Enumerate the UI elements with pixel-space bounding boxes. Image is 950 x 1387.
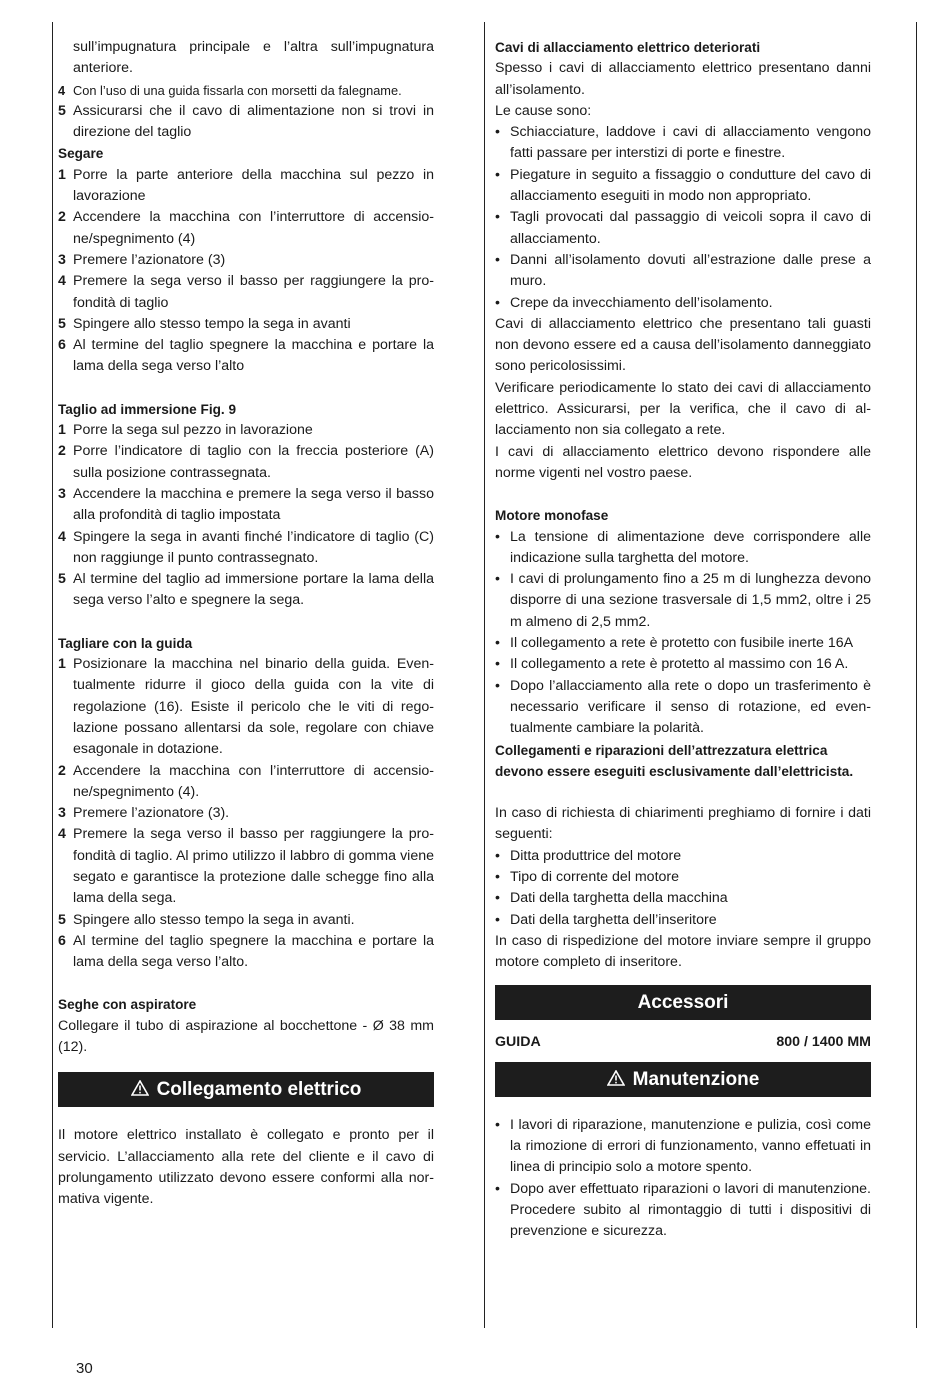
list-item: 3 Premere l’azionatore (3) [58,251,226,268]
chiarimenti-intro: In caso di richiesta di chiarimenti preghiamo di fornire i dati seguenti: [495,805,871,843]
rispedizione-text: In caso di rispedizione del motore inviare sempre il gruppo motore completo di inseritore. [495,932,871,971]
warning-triangle-icon [131,1079,149,1100]
cause-label: Le cause sono: [495,102,592,119]
aspiratore-text: Collegare il tubo di aspirazione al bocchettone - Ø 38 mm (12). [58,1017,434,1056]
section-heading-immersione: Taglio ad immersione Fig. 9 [58,401,237,417]
section-heading-motore: Motore monofase [495,508,609,524]
list-item: • Schiacciature, laddove i cavi di allacciamento vengono fatti passare per interstizi di porte e finestre. [495,124,871,162]
list-item: 6 Al termine del taglio spegnere la macchina e portare la lama della sega verso l’alto [58,337,434,375]
guida-label: GUIDA [495,1034,541,1051]
cavi-intro: Spesso i cavi di allacciamento elettrico presentano danni all’isolamento. [495,60,871,98]
list-item: • Crepe da invecchiamento dell’isolamento. [495,294,773,311]
list-item: 4 Spingere la sega in avanti finché l’indicatore di taglio (C) non raggiunge il punto contrassegnato. [58,528,434,566]
list-item: 2 Accendere la macchina con l’interruttore di accensione/spegnimento (4). [58,762,434,800]
guida-accessory-row [495,1032,871,1053]
list-item: 6 Al termine del taglio spegnere la macchina e portare la lama della sega verso l’alto. [58,932,434,971]
list-item: 4 Con l’uso di una guida fissarla con morsetti da falegname. [58,82,402,98]
list-item: • Dati della targhetta dell’inseritore [495,911,717,928]
cavi-paragraph: Cavi di allacciamento elettrico che presentano tali guasti non devono essere ed a causa dell’isolamento danneggiato sono pericolosissimi. [495,315,871,375]
list-item: 2 Porre l’indicatore di taglio con la freccia posteriore (A) sulla posizione contrassegnata. [58,443,434,481]
elettricista-note: Collegamenti e riparazioni dell’attrezzatura elettrica devono essere eseguiti esclusivamente dall’elettricista. [495,742,854,779]
list-item: • La tensione di alimentazione deve corrispondere alle indicazione sulla targhetta del motore. [495,528,871,566]
left-column [58,37,434,1211]
immersione-steps [58,420,434,612]
list-item: • I lavori di riparazione, manutenzione e pulizia, così come la rimozione di errori di funzionamento, vanno effetuati in linea di principio solo a motore spento. [495,1116,871,1176]
list-item: • Dopo aver effettuato riparazioni o lavori di manutenzione. Procedere subito al rimontaggio di tutti i dispositivi di prevenzione e sicurezza. [495,1180,871,1240]
list-item: 1 Porre la parte anteriore della macchina sul pezzo in lavorazione [58,166,434,205]
cavi-paragraph: I cavi di allacciamento elettrico devono rispondere alle norme vigenti nel vostro paese. [495,443,871,481]
collegamento-text: Il motore elettrico installato è collegato e pronto per il servicio. L’allacciamento alla rete del cliente e il cavo di prolungamento utilizzato devono essere conformi alla normativa vigente. [58,1127,434,1208]
cause-list [495,122,871,314]
list-item: • Danni all’isolamento dovuti all’estrazione dalle prese a muro. [495,251,871,290]
list-item: 5 Al termine del taglio ad immersione portare la lama della sega verso l’alto e spegnere la sega. [58,571,434,609]
collegamento-elettrico-banner: Collegamento elettrico [58,1072,434,1107]
right-margin-rule [916,22,917,1328]
list-item: 3 Accendere la macchina e premere la sega verso il basso alla profondità di taglio impostata [58,485,434,524]
list-item: • Il collegamento a rete è protetto con fusibile inerte 16A [495,635,854,652]
list-item: 4 Premere la sega verso il basso per raggiungere la profondità di taglio. Al primo utilizzo il labbro di gomma viene segato e garantisce la protezione dalle schegge fino alla lama della sega. [58,826,434,907]
guida-steps [58,654,434,973]
list-item: 1 Posizionare la macchina nel binario della guida. Eventualmente ridurre il gioco della guida con la vite di regolazione (16). Esiste il pericolo che le viti di regolazione possano allentarsi da sole, regolare con chiave esagonale in dotazione. [58,656,434,758]
list-item: • Tagli provocati dal passaggio di veicoli sopra il cavo di allacciamento. [495,209,871,247]
chiarimenti-list [495,846,871,931]
list-item: 4 Premere la sega verso il basso per raggiungere la profondità di taglio [58,273,434,311]
section-heading-aspiratore: Seghe con aspiratore [58,997,197,1013]
list-item: • Dati della targhetta della macchina [495,890,728,907]
list-item: • Il collegamento a rete è protetto al massimo con 16 A. [495,656,849,673]
list-item: 2 Accendere la macchina con l’interruttore di accensione/spegnimento (4) [58,209,434,247]
cavi-paragraph: Verificare periodicamente lo stato dei cavi di allacciamento elettrico. Assicurarsi, per la verifica, che il cavo di allacciamento non sia collegato a rete. [495,379,871,439]
motore-list [495,527,871,740]
right-column [495,37,871,1243]
list-item: • Piegature in seguito a fissaggio o condutture del cavo di allacciamento eseguiti in modo non appropriato. [495,166,871,205]
list-item: • Tipo di corrente del motore [495,868,680,885]
list-item: sull’impugnatura principale e l’altra sull’impugnatura anteriore. [73,39,434,77]
manutenzione-banner: Manutenzione [495,1062,871,1097]
list-item: • Ditta produttrice del motore [495,847,682,864]
section-heading-guida: Tagliare con la guida [58,635,193,651]
list-item: 1 Porre la sega sul pezzo in lavorazione [58,422,313,439]
accessori-banner: Accessori [495,985,871,1020]
intro-list [58,37,434,143]
guida-value: 800 / 1400 MM [776,1034,871,1051]
list-item: • Dopo l’allacciamento alla rete o dopo un trasferimento è necessario verificare il senso di rotazione, ed eventualmente cambiare la polarità. [495,677,871,737]
list-item: 3 Premere l’azionatore (3). [58,805,230,822]
warning-triangle-icon [607,1069,625,1090]
left-margin-rule [52,22,53,1328]
list-item: • I cavi di prolungamento fino a 25 m di lunghezza devono disporre di una sezione trasversale di 1,5 mm2, oltre i 25 m almeno di 2,5 mm2. [495,571,871,630]
segare-steps [58,165,434,378]
center-column-rule [484,22,485,1328]
section-heading-segare: Segare [58,146,104,162]
manutenzione-list [495,1115,871,1243]
page-number: 30 [76,1360,93,1377]
list-item: 5 Spingere allo stesso tempo la sega in avanti [58,315,351,332]
list-item: 5 Assicurarsi che il cavo di alimentazione non si trovi in direzione del taglio [58,102,434,141]
section-heading-cavi: Cavi di allacciamento elettrico deteriorati [495,40,761,55]
list-item: 5 Spingere allo stesso tempo la sega in avanti. [58,911,355,928]
